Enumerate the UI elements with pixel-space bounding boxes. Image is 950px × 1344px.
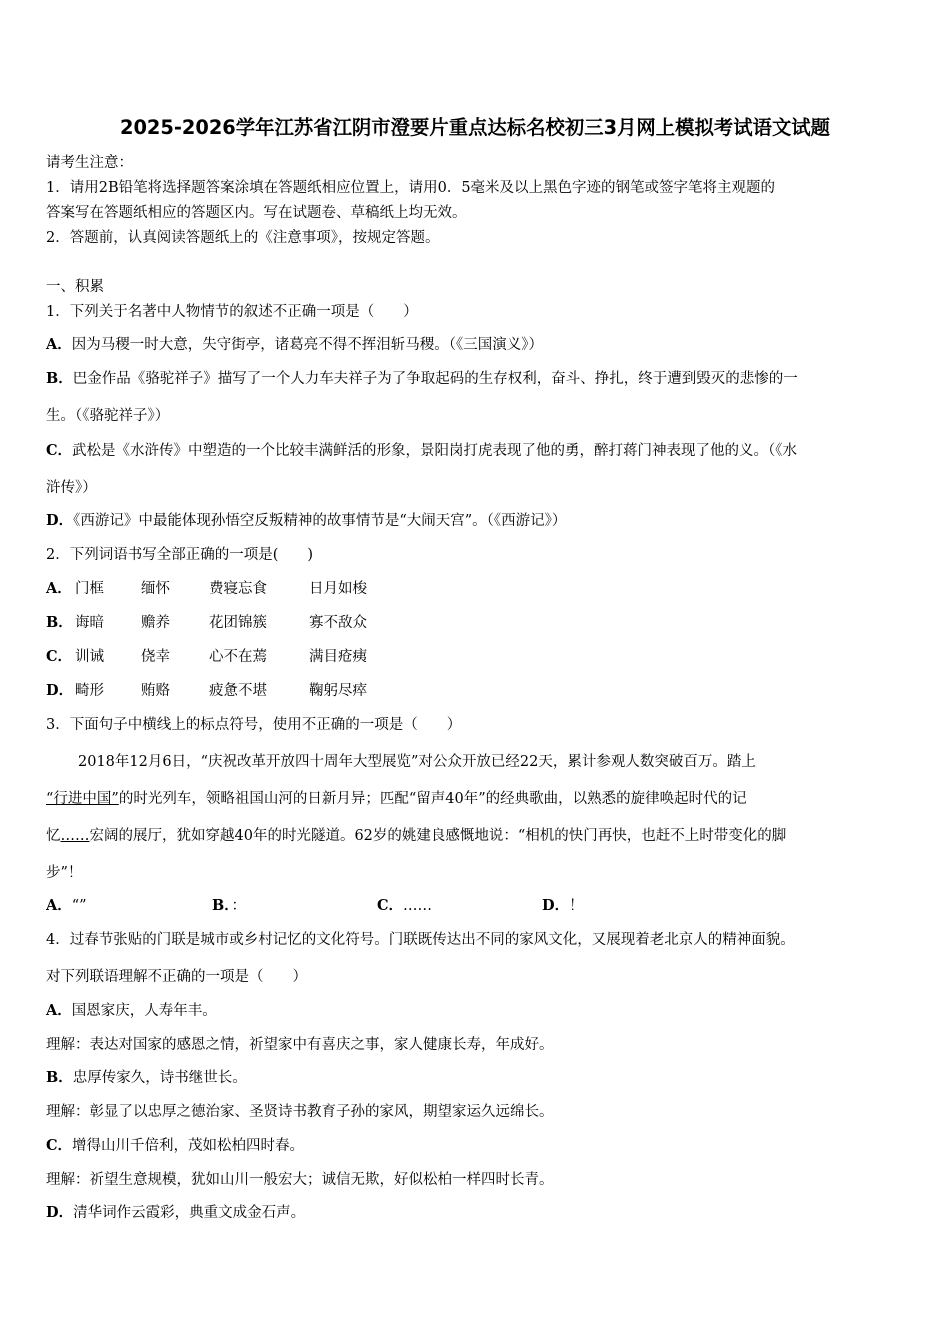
question-2-option-d [46, 681, 367, 701]
option-label: C． [377, 897, 404, 914]
option-text: 增得山川千倍利，茂如松柏四时春。 [72, 1138, 305, 1154]
question-1-option-c-line-2: 浒传》） [46, 480, 97, 496]
option-label: A． [46, 336, 72, 353]
question-4-option-c [46, 1136, 304, 1156]
question-3-option-b [212, 896, 246, 916]
question-4-option-c-explanation: 理解：祈望生意规模，犹如山川一般宏大；诚信无欺，好似松柏一样四时长青。 [46, 1172, 554, 1188]
option-label: B． [212, 897, 232, 914]
word: 鞠躬尽瘁 [309, 683, 367, 699]
passage-text: 忆 [46, 828, 61, 844]
option-text: 巴金作品《骆驼祥子》描写了一个人力车夫祥子为了争取起码的生存权利，奋斗、挣扎，终于遭到毁灭的悲惨的一 [72, 371, 798, 387]
page-title: 2025-2026学年江苏省江阴市澄要片重点达标名校初三3月网上模拟考试语文试题 [119, 116, 831, 139]
question-3-passage-line-3 [46, 826, 786, 846]
word: 疲惫不堪 [209, 683, 267, 699]
passage-text: 宏阔的展厅，犹如穿越40年的时光隧道。62岁的姚建良感慨地说：“相机的快门再快，也赶不上时带变化的脚 [89, 828, 787, 844]
notice-item-2: 2．答题前，认真阅读答题纸上的《注意事项》，按规定答题。 [46, 230, 440, 246]
option-label: B． [46, 614, 73, 631]
question-1-option-b [46, 369, 798, 389]
question-4-stem-line-2: 对下列联语理解不正确的一项是（ ） [46, 969, 307, 985]
option-label: C． [46, 442, 73, 459]
question-2-option-c [46, 647, 367, 667]
option-label: D． [46, 512, 74, 529]
word: 花团锦簇 [209, 615, 267, 631]
underlined-punctuation: “行进中国” [46, 791, 119, 807]
question-1-option-c [46, 441, 797, 461]
question-4-option-a-explanation: 理解：表达对国家的感恩之情，祈望家中有喜庆之事，家人健康长寿，年成好。 [46, 1037, 554, 1053]
word: 寡不敌众 [309, 615, 367, 631]
underlined-ellipsis: …… [60, 828, 90, 844]
option-text: 忠厚传家久，诗书继世长。 [72, 1070, 247, 1086]
question-2-stem: 2．下列词语书写全部正确的一项是( ) [46, 547, 314, 563]
option-text: ： [231, 898, 247, 914]
question-4-stem-line-1: 4．过春节张贴的门联是城市或乡村记忆的文化符号。门联既传达出不同的家风文化，又展现着老北京人的精神面貌。 [46, 932, 795, 948]
question-4-option-b [46, 1068, 247, 1088]
question-1-option-a [46, 335, 543, 355]
option-text: 国恩家庆，人寿年丰。 [71, 1003, 217, 1019]
passage-text: 的时光列车，领略祖国山河的日新月异；匹配“留声40年”的经典歌曲，以熟悉的旋律唤起时代的记 [118, 791, 747, 807]
option-label: B． [46, 1069, 73, 1086]
option-label: A． [46, 1002, 72, 1019]
question-4-option-d [46, 1203, 305, 1223]
word: 缅怀 [141, 581, 170, 597]
notice-item-1-line-2: 答案写在答题纸相应的答题区内。写在试题卷、草稿纸上均无效。 [46, 205, 467, 221]
option-text: 清华词作云霞彩，典重文成金石声。 [73, 1205, 306, 1221]
word: 诲暗 [75, 615, 104, 631]
question-2-option-b [46, 613, 367, 633]
option-label: C． [46, 648, 73, 665]
question-3-stem: 3．下面句子中横线上的标点符号，使用不正确的一项是（ ） [46, 717, 462, 733]
question-3-option-c [377, 896, 432, 916]
option-text: 《西游记》中最能体现孙悟空反叛精神的故事情节是“大闹天宫”。（《西游记》） [73, 513, 567, 529]
notice-heading: 请考生注意： [46, 155, 133, 171]
section-heading: 一、积累 [46, 279, 104, 295]
option-label: C． [46, 1137, 73, 1154]
word: 日月如梭 [309, 581, 367, 597]
question-4-option-b-explanation: 理解：彰显了以忠厚之德治家、圣贤诗书教育子孙的家风，期望家运久远绵长。 [46, 1104, 554, 1120]
question-1-option-d [46, 511, 566, 531]
word: 训诫 [75, 649, 104, 665]
option-label: A． [46, 580, 72, 597]
question-3-passage-line-1: 2018年12月6日，“庆祝改革开放四十周年大型展览”对公众开放已经22天，累计参观人数突破百万。踏上 [78, 754, 756, 770]
word: 门框 [75, 581, 104, 597]
word: 满目疮痍 [309, 649, 367, 665]
word: 贿赂 [141, 683, 170, 699]
option-label: D． [542, 897, 570, 914]
notice-item-1-line-1: 1．请用2B铅笔将选择题答案涂填在答题纸相应位置上，请用0．5毫米及以上黑色字迹的钢笔或签字笔将主观题的 [46, 180, 776, 196]
question-3-passage-line-4: 步”！ [46, 865, 83, 881]
question-3-option-a [46, 896, 87, 916]
question-1-option-b-line-2: 生。（《骆驼祥子》） [46, 408, 170, 424]
word: 心不在蔫 [209, 649, 267, 665]
option-text: 因为马稷一时大意，失守街亭，诸葛亮不得不挥泪斩马稷。（《三国演义》） [71, 337, 544, 353]
question-3-option-d [542, 896, 584, 916]
option-label: D． [46, 1204, 74, 1221]
word: 畸形 [75, 683, 104, 699]
question-4-option-a [46, 1001, 217, 1021]
option-text: …… [403, 898, 433, 914]
option-text: 武松是《水浒传》中塑造的一个比较丰满鲜活的形象，景阳岗打虎表现了他的勇，醉打蒋门神表现了他的义。（《水 [72, 443, 798, 459]
word: 赡养 [141, 615, 170, 631]
option-text: ！ [569, 898, 584, 914]
option-text: “” [71, 898, 87, 914]
question-1-stem: 1．下列关于名著中人物情节的叙述不正确一项是（ ） [46, 304, 418, 320]
option-label: D． [46, 682, 74, 699]
question-3-passage-line-2 [46, 789, 747, 809]
option-label: A． [46, 897, 72, 914]
word: 侥幸 [141, 649, 170, 665]
question-2-option-a [46, 579, 367, 599]
word: 费寝忘食 [209, 581, 267, 597]
option-label: B． [46, 370, 73, 387]
